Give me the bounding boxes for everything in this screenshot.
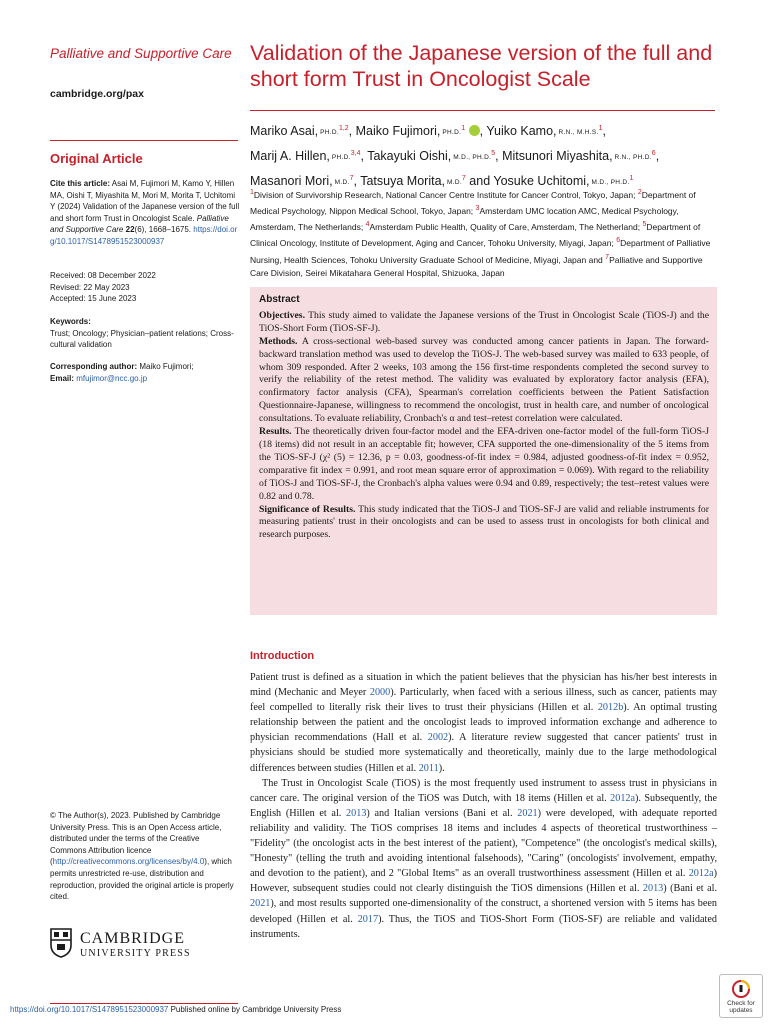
abstract-results: Results. The theoretically driven four-factor model and the EFA-driven one-factor model of the full-form TiOS-J (18 items) did not result in an acceptable fit; however, CFA supported the one-dimensionality of the 5 items from the TiOS-SF-J (χ² (5) = 12.36, p = 0.03, goodness-of-fit index = 0.984, adjusted goodness-of-fit index = 0.952, comparative fit index = 0.991, and root mean square error of approximation = 0.069). With regard to the reliability of TiOS-J and TiOS-SF-J, the Cronbach's alpha values were 0.94 and 0.89, respectively; the test–retest values were 0.82 and 0.78.	[259, 426, 709, 502]
keywords-text: Trust; Oncology; Physician–patient relations; Cross-cultural validation	[50, 328, 234, 350]
citation-link[interactable]: 2021	[517, 807, 538, 819]
citation-link[interactable]: 2013	[642, 883, 664, 895]
author: Takayuki Oishi, M.D., PH.D.$^5$,	[367, 149, 503, 164]
affiliation: Department of Palliative Nursing, Health Sciences, Tohoku University Graduate School of Medicine, Miyagi, Japan and	[250, 238, 711, 265]
text-run: ). Subsequently, the English (Hillen et al.	[250, 792, 718, 819]
citation-link[interactable]: 2012a	[610, 792, 636, 804]
author: Masanori Mori, M.D.$^7$,	[250, 174, 361, 189]
revised-date: Revised: 22 May 2023	[50, 282, 130, 292]
check-updates-label: Check for updates	[727, 1000, 755, 1014]
paragraph	[250, 776, 717, 942]
text-run: ). Particularly, when faced with a serious illness, such as cancer, patients may feel compelled to literally risk their lives to trust their physicians (Hillen et al.	[250, 687, 717, 714]
abstract-heading: Abstract	[259, 294, 300, 305]
footer	[10, 1005, 341, 1014]
email-label: Email:	[50, 373, 75, 383]
keywords-block	[50, 316, 240, 351]
cite-pages: (6), 1668–1675.	[134, 225, 192, 235]
author: Mitsunori Miyashita, R.N., PH.D.$^6$,	[502, 149, 660, 164]
footer-doi-link[interactable]: https://doi.org/10.1017/S1478951523000937	[10, 1005, 169, 1014]
corresponding-block	[50, 361, 240, 384]
text-run: ) were developed, with adequate reported reliability and validity. The TiOS comprises 18 items and includes 4 aspects of theoretical trustworthiness – "Fidelity" (the oncologist acts in the best interest of the patient), "Competence" (the oncologist's medical skills), "Honesty" (telling the truth and avoiding intentional falsehoods), "Caring" (oncologists' involvement, empathy, and devotion to the patient), and 2 "Global Items" as an overall trustworthiness assessment (Hillen et al.	[250, 807, 717, 880]
paragraph	[250, 670, 717, 776]
text-run: The Trust in Oncologist Scale (TiOS) is the most frequently used instrument to assess trust in physicians in cancer care. The original version of the TiOS was Dutch, with 18 items (Hillen et al.	[250, 777, 717, 804]
title-divider	[250, 110, 715, 111]
left-divider	[50, 1003, 238, 1004]
author-list	[250, 118, 720, 193]
affiliation: Amsterdam Public Health, Quality of Care, Amsterdam, The Netherland;	[369, 222, 641, 233]
introduction-body	[250, 670, 717, 942]
text-run: ) and Italian versions (Bani et al.	[366, 807, 518, 819]
citation-link[interactable]: 2017	[357, 913, 379, 925]
affiliation: Department of Clinical Oncology, Institute of Development, Aging and Cancer, Tohoku University, Miyagi, Japan;	[250, 222, 701, 249]
author: Mariko Asai, PH.D.$^{1,2}$,	[250, 124, 356, 139]
text-run: Patient trust is defined as a situation in which the patient believes that the physician has his/her best interests in mind (Mechanic and Meyer	[250, 672, 717, 699]
text-run: ) (Bani et al.	[663, 883, 717, 895]
text-run: ). An optimal trusting relationship between the patient and the oncologist leads to improved information exchange and adherence to physician recommendations (Hall et al.	[250, 702, 717, 744]
affiliation: Department of Medical Psychology, Nippon Medical School, Tokyo, Japan;	[250, 189, 696, 216]
publisher-subname: UNIVERSITY PRESS	[80, 948, 191, 959]
citation-link[interactable]: 2012a	[688, 868, 714, 880]
journal-url[interactable]: cambridge.org/pax	[50, 88, 144, 100]
article-type: Original Article	[50, 151, 143, 166]
cite-volume: 22	[125, 225, 135, 235]
abstract-box	[250, 287, 717, 615]
shield-icon	[50, 928, 72, 958]
license-block	[50, 810, 238, 903]
orcid-icon[interactable]	[469, 125, 480, 136]
affiliations: $^1$Division of Survivorship Research, National Cancer Centre Institute for Cancer Control, Tokyo, Japan; $^2$Department of Medical Psychology, Nippon Medical School, Tokyo, Japan; $^3$Amsterdam UMC location AMC, Medical Psychology, Amsterdam, The Netherlands; $^4$Amsterdam Public Health, Quality of Care, Amsterdam, The Netherland; $^5$Department of Clinical Oncology, Institute of Development, Aging and Cancer, Tohoku University, Miyagi, Japan; $^6$Department of Palliative Nursing, Health Sciences, Tohoku University Graduate School of Medicine, Miyagi, Japan and $^7$Palliative and Supportive Care Division, Seirei Mikatahara General Hospital, Shizuoka, Japan	[250, 189, 711, 278]
cite-label: Cite this article:	[50, 179, 111, 188]
author: Marij A. Hillen, PH.D.$^{3,4}$,	[250, 149, 368, 164]
author: Tatsuya Morita, M.D.$^7$ and	[360, 174, 494, 189]
journal-name: Palliative and Supportive Care	[50, 46, 232, 61]
corresponding-name: Maiko Fujimori;	[139, 362, 194, 371]
keywords-label: Keywords:	[50, 317, 91, 326]
cambridge-logo	[50, 928, 200, 962]
author: Maiko Fujimori, PH.D.$^1$ ,	[355, 124, 487, 139]
citation-link[interactable]: 2012b	[597, 702, 624, 714]
text-run: ), and most results supported one-dimensionality of the construct, a shortened version with 5 items has been developed (Hillen et al.	[250, 898, 717, 925]
text-run: ) However, subsequent studies could not clearly distinguish the TiOS dimensions (Hillen et al.	[250, 868, 717, 895]
license-text: © The Author(s), 2023. Published by Cambridge University Press. This is an Open Access article, distributed under the terms of the Creative Commons Attribution licence (	[50, 811, 222, 867]
introduction-heading: Introduction	[250, 650, 315, 662]
received-date: Received: 08 December 2022	[50, 271, 156, 280]
license-text-2: ), which permits unrestricted re-use, distribution and reproduction, provided the original article is properly cited.	[50, 857, 234, 902]
text-run: ). A literature review suggested that cancer patients' trust in physicians should be studied more systematically and theoretically, mainly due to the large methodological differences between studies (Hillen et al.	[250, 732, 717, 774]
author: Yuiko Kamo, R.N., M.H.S.$^1$,	[486, 124, 606, 139]
affiliation: Palliative and Supportive Care Division, Seirei Mikatahara General Hospital, Shizuoka, Japan	[250, 254, 703, 278]
abstract-objectives: Objectives. This study aimed to validate the Japanese versions of the Trust in Oncologist Scale (TiOS-J) and the TiOS-Short Form (TiOS-SF-J).	[259, 309, 709, 334]
text-run: ). Thus, the TiOS and TiOS-Short Form (TiOS-SF) are reliable and validated instruments.	[250, 913, 717, 940]
accepted-date: Accepted: 15 June 2023	[50, 294, 137, 304]
left-divider	[50, 140, 238, 141]
abstract-methods: Methods. A cross-sectional web-based survey was conducted among cancer patients in Japan. The forward-backward translation method was used to develop the TiOS-J. The web-based survey was mailed to 633 people, of whom 309 responded. After 2 weeks, 103 among the 156 first-time respondents completed the second survey to verify the reliability of the retest method. The validity was evaluated by exploratory factor analysis (EFA), confirmatory factor analysis (CFA), Spearman's correlation coefficients between the Patient Satisfaction Questionnaire-Japanese, willingness to recommend the oncologist, trust in health care, and number of oncological consultations. To evaluate reliability, Cronbach's α and test–retest correlation were calculated.	[259, 335, 709, 425]
citation-link[interactable]: 2000	[369, 687, 391, 699]
citation-link[interactable]: 2021	[250, 898, 271, 910]
abstract-content	[259, 294, 709, 542]
author: Yosuke Uchitomi, M.D., PH.D.$^1$	[493, 174, 634, 189]
citation-link[interactable]: 2002	[427, 732, 449, 744]
abstract-significance: Significance of Results. This study indicated that the TiOS-J and TiOS-SF-J are valid and reliable instruments for measuring patients' trust in their oncologists and can be used to assess trust in oncologists for both clinical and research purposes.	[259, 503, 709, 541]
cite-doi-link[interactable]: https://doi.org/10.1017/S1478951523000937	[50, 225, 238, 246]
citation-link[interactable]: 2011	[418, 762, 439, 774]
email-link[interactable]: mfujimor@ncc.go.jp	[76, 373, 148, 383]
affiliation: Amsterdam UMC location AMC, Medical Psychology, Amsterdam, The Netherlands;	[250, 205, 679, 233]
license-link[interactable]: http://creativecommons.org/licenses/by/4.0	[52, 857, 205, 867]
corresponding-label: Corresponding author:	[50, 362, 138, 371]
dates-block	[50, 270, 240, 305]
affiliation: Division of Survivorship Research, National Cancer Centre Institute for Cancer Control, Tokyo, Japan;	[253, 189, 636, 200]
check-for-updates-badge[interactable]	[719, 974, 763, 1018]
text-run: ).	[438, 762, 445, 774]
article-title: Validation of the Japanese version of the full and short form Trust in Oncologist Scale	[250, 41, 713, 91]
citation-block	[50, 178, 240, 248]
cite-text: Asai M, Fujimori M, Kamo Y, Hillen MA, Oishi T, Miyashita M, Mori M, Morita T, Uchitomi Y (2024) Validation of the Japanese version of the full and short form Trust in Oncologist Scale.	[50, 179, 240, 223]
footer-published: Published online by Cambridge University Press	[170, 1005, 342, 1014]
cite-journal: Palliative and Supportive Care	[50, 213, 229, 235]
publisher-name: CAMBRIDGE	[80, 930, 186, 947]
citation-link[interactable]: 2013	[346, 807, 367, 819]
check-updates-icon	[732, 980, 750, 998]
